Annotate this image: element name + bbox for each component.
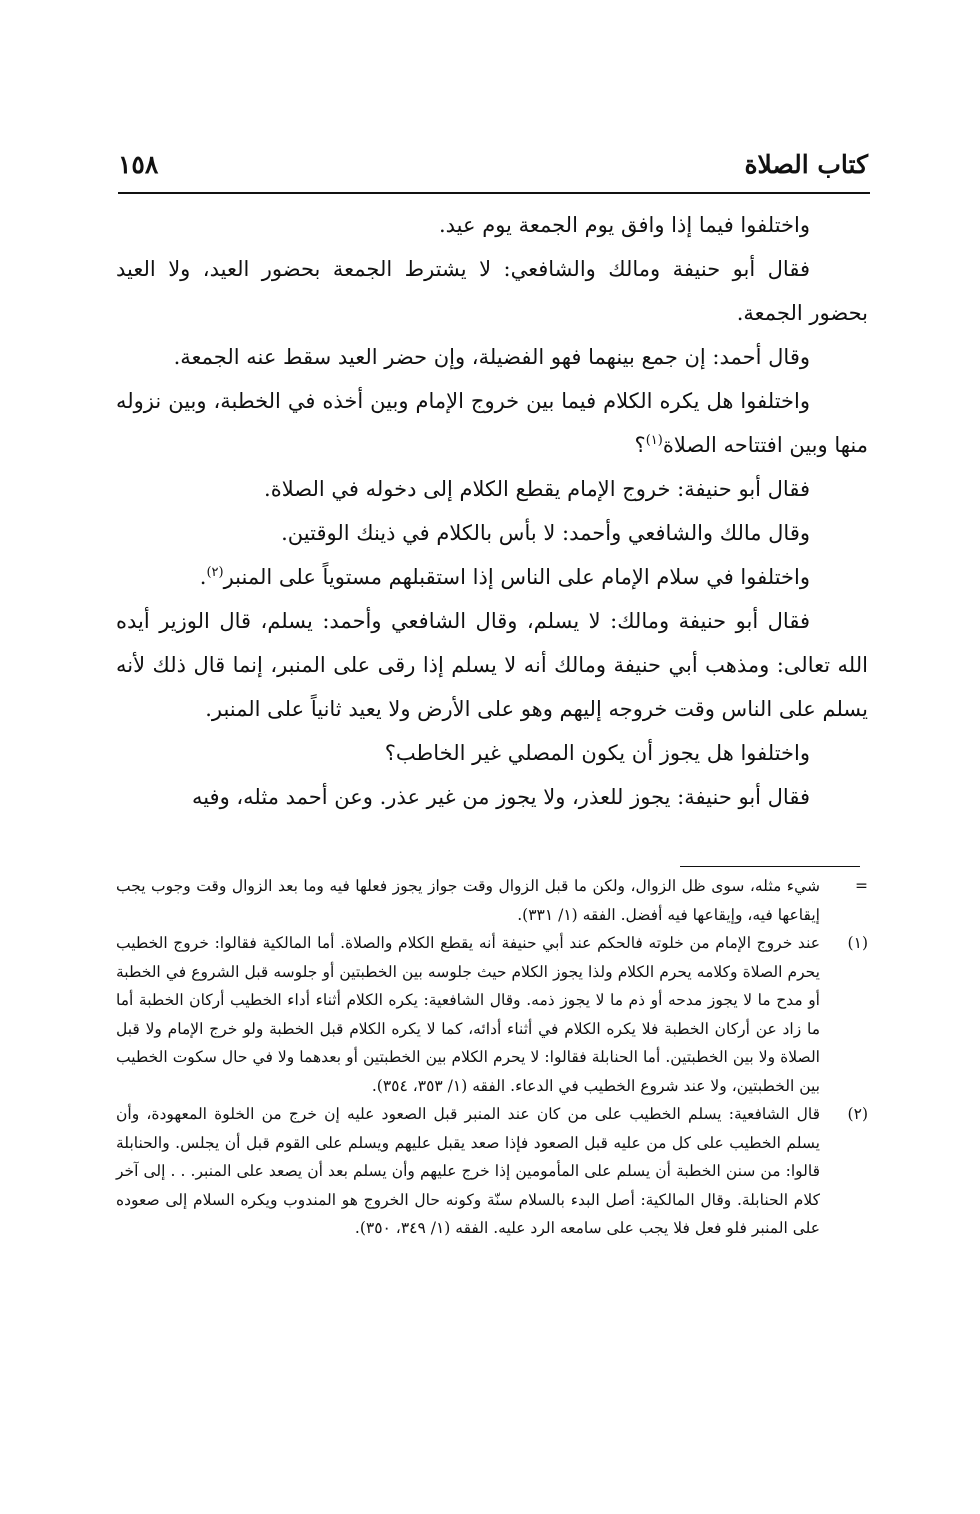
chapter-title: كتاب الصلاة xyxy=(744,150,868,179)
header-rule xyxy=(118,192,870,194)
footnote-2 xyxy=(116,1100,868,1243)
page-number: ١٥٨ xyxy=(118,150,159,179)
punctuation: . xyxy=(199,565,207,589)
paragraph: وقال مالك والشافعي وأحمد: لا بأس بالكلام في ذينك الوقتين. xyxy=(281,521,810,545)
paragraph: فقال أبو حنيفة: يجوز للعذر، ولا يجوز من غير عذر. وعن أحمد مثله، وفيه xyxy=(191,785,810,809)
paragraph: فقال أبو حنيفة ومالك: لا يسلم، وقال الشافعي وأحمد: يسلم، قال الوزير أيده الله تعالى: ومذهب أبي حنيفة ومالك أنه لا يسلم إذا رقى على المنبر، إنما قال ذلك لأنه يسلم على الناس وقت خروجه إليهم وهو على الأرض ولا يعيد ثانياً على المنبر. xyxy=(116,609,868,721)
footnote-marker: (١) xyxy=(847,934,868,952)
footnote-text: عند خروج الإمام من خلوته فالحكم عند أبي حنيفة أنه يقطع الكلام والصلاة. أما المالكية فقالوا: خروج الخطيب يحرم الصلاة وكلامه يحرم الكلام ولذا يجوز الكلام حيث جلوسه بين الخطبتين أو جلوسه قبل الشروع في الخطبة أو مدح ما لا يجوز مدحه أو ذم ما لا يجوز ذمه. وقال الشافعية: يكره الكلام أثناء أداء الخطيب أركان الخطبة أما ما زاد عن أركان الخطبة فلا يكره الكلام في أثناء أدائه، كما لا يكره الكلام قبل الخطبة ولو خرج الإمام ولا قبل الصلاة ولا بين الخطبتين. أما الحنابلة فقالوا: لا يحرم الكلام بين الخطبتين أو بعدهما ولا في حال سكوت الخطيب بين الخطبتين، ولا عند شروع الخطيب في الدعاء. الفقه (١/ ٣٥٣، ٣٥٤). xyxy=(116,934,820,1095)
footnote-1 xyxy=(116,929,868,1100)
paragraph xyxy=(116,379,868,467)
paragraph: فقال أبو حنيفة ومالك والشافعي: لا يشترط الجمعة بحضور العيد، ولا العيد بحضور الجمعة. xyxy=(116,257,868,325)
footnote-continued xyxy=(116,872,868,929)
punctuation: ؟ xyxy=(634,433,646,457)
footnote-marker: = xyxy=(855,877,868,895)
footnotes xyxy=(116,872,868,1243)
paragraph: وقال أحمد: إن جمع بينهما فهو الفضيلة، وإن حضر العيد سقط عنه الجمعة. xyxy=(173,345,810,369)
footnote-marker: (٢) xyxy=(847,1105,868,1123)
paragraph xyxy=(116,555,868,599)
footnote-separator xyxy=(680,866,860,867)
main-text xyxy=(116,203,868,819)
paragraph-text: واختلفوا هل يكره الكلام فيما بين خروج الإمام وبين أخذه في الخطبة، وبين نزوله منها وبين افتتاحه الصلاة xyxy=(116,389,868,457)
footnote-text: قال الشافعية: يسلم الخطيب على من كان عند المنبر قبل الصعود عليه إن خرج من الخلوة المعهودة، وأن يسلم الخطيب على كل من عليه قبل الصعود فإذا صعد يقبل عليهم ويسلم على القوم قبل أن يجلس. والحنابلة قالوا: من سنن الخطبة أن يسلم على المأمومين إذا خرج عليهم وأن يسلم بعد أن يصعد على المنبر. . . إلى آخر كلام الحنابلة. وقال المالكية: أصل البدء بالسلام سنّة وكونه حال الخروج هو المندوب ويكره السلام إلى صعوده على المنبر فلو فعل فلا يجب على سامعه الرد عليه. الفقه (١/ ٣٤٩، ٣٥٠). xyxy=(116,1105,820,1237)
paragraph-text: واختلفوا في سلام الإمام على الناس إذا استقبلهم مستوياً على المنبر xyxy=(223,565,810,589)
footnote-text: شيء مثله، سوى ظل الزوال، ولكن ما قبل الزوال وقت جواز يجوز فعلها فيه وما بعد الزوال وقت وجوب يجب إيقاعها فيه، وإيقاعها فيه أفضل. الفقه (١/ ٣٣١). xyxy=(116,877,820,924)
footnote-ref-1[interactable]: (١) xyxy=(645,433,663,448)
paragraph: فقال أبو حنيفة: خروج الإمام يقطع الكلام إلى دخوله في الصلاة. xyxy=(264,477,810,501)
paragraph: واختلفوا فيما إذا وافق يوم الجمعة يوم عيد. xyxy=(438,213,810,237)
footnote-ref-2[interactable]: (٢) xyxy=(206,565,224,580)
page-header xyxy=(118,150,868,190)
paragraph: واختلفوا هل يجوز أن يكون المصلي غير الخاطب؟ xyxy=(384,741,810,765)
